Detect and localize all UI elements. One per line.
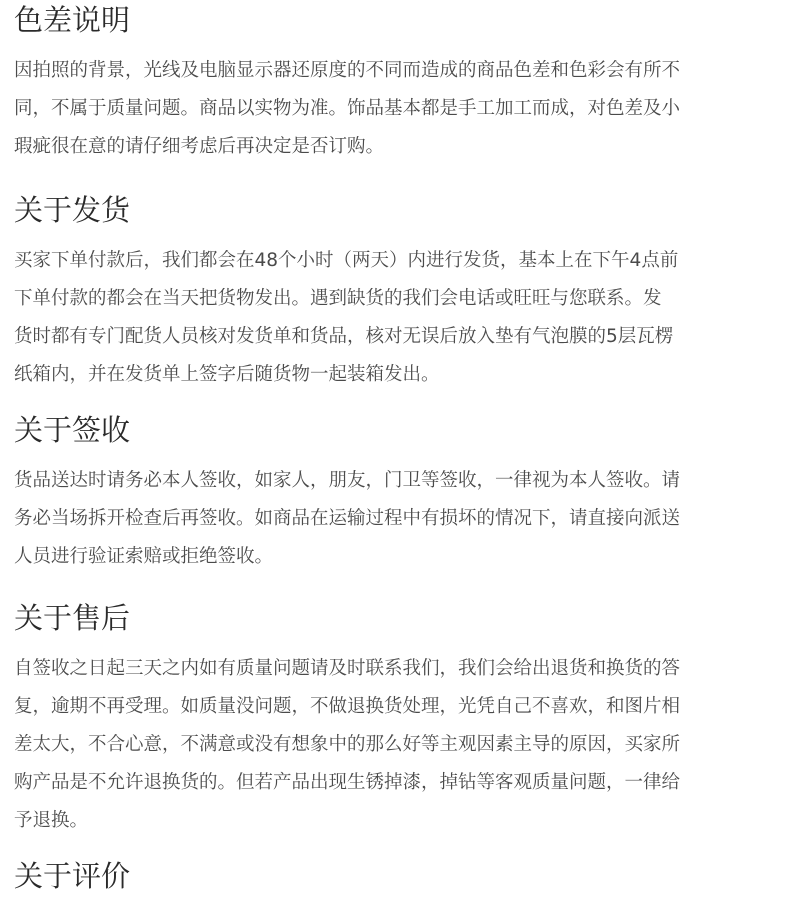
section-after-sales <box>14 600 786 840</box>
section-reviews <box>14 858 786 894</box>
section-title: 关于发货 <box>14 193 131 227</box>
section-body <box>14 242 786 394</box>
section-color-difference <box>14 2 786 166</box>
section-body <box>14 52 786 166</box>
section-title: 关于售后 <box>14 601 131 635</box>
body-line: 自签收之日起三天之内如有质量问题请及时联系我们，我们会给出退货和换货的答 <box>14 658 681 679</box>
body-line: 复，逾期不再受理。如质量没问题，不做退换货处理，光凭自己不喜欢，和图片相 <box>14 696 681 717</box>
section-title: 色差说明 <box>14 3 131 37</box>
body-line: 下单付款的都会在当天把货物发出。遇到缺货的我们会电话或旺旺与您联系。发 <box>14 288 662 309</box>
body-line: 务必当场拆开检查后再签收。如商品在运输过程中有损坏的情况下，请直接向派送 <box>14 508 681 529</box>
section-title: 关于评价 <box>14 859 131 893</box>
body-line: 予退换。 <box>14 810 89 831</box>
body-line: 同，不属于质量问题。商品以实物为准。饰品基本都是手工加工而成，对色差及小 <box>14 98 681 119</box>
body-line: 因拍照的背景，光线及电脑显示器还原度的不同而造成的商品色差和色彩会有所不 <box>14 60 681 81</box>
body-line: 购产品是不允许退换货的。但若产品出现生锈掉漆，掉钻等客观质量问题，一律给 <box>14 772 681 793</box>
body-line: 货品送达时请务必本人签收，如家人，朋友，门卫等签收，一律视为本人签收。请 <box>14 470 681 491</box>
section-shipping <box>14 192 786 394</box>
body-line: 纸箱内，并在发货单上签字后随货物一起装箱发出。 <box>14 364 440 385</box>
section-body <box>14 650 786 840</box>
body-line: 买家下单付款后，我们都会在48个小时（两天）内进行发货，基本上在下午4点前 <box>14 250 679 271</box>
body-line: 瑕疵很在意的请仔细考虑后再决定是否订购。 <box>14 136 385 157</box>
section-body <box>14 462 786 576</box>
body-line: 货时都有专门配货人员核对发货单和货品，核对无误后放入垫有气泡膜的5层瓦楞 <box>14 326 674 347</box>
section-title: 关于签收 <box>14 413 131 447</box>
section-receipt <box>14 412 786 576</box>
body-line: 人员进行验证索赔或拒绝签收。 <box>14 546 274 567</box>
body-line: 差太大，不合心意，不满意或没有想象中的那么好等主观因素主导的原因，买家所 <box>14 734 681 755</box>
